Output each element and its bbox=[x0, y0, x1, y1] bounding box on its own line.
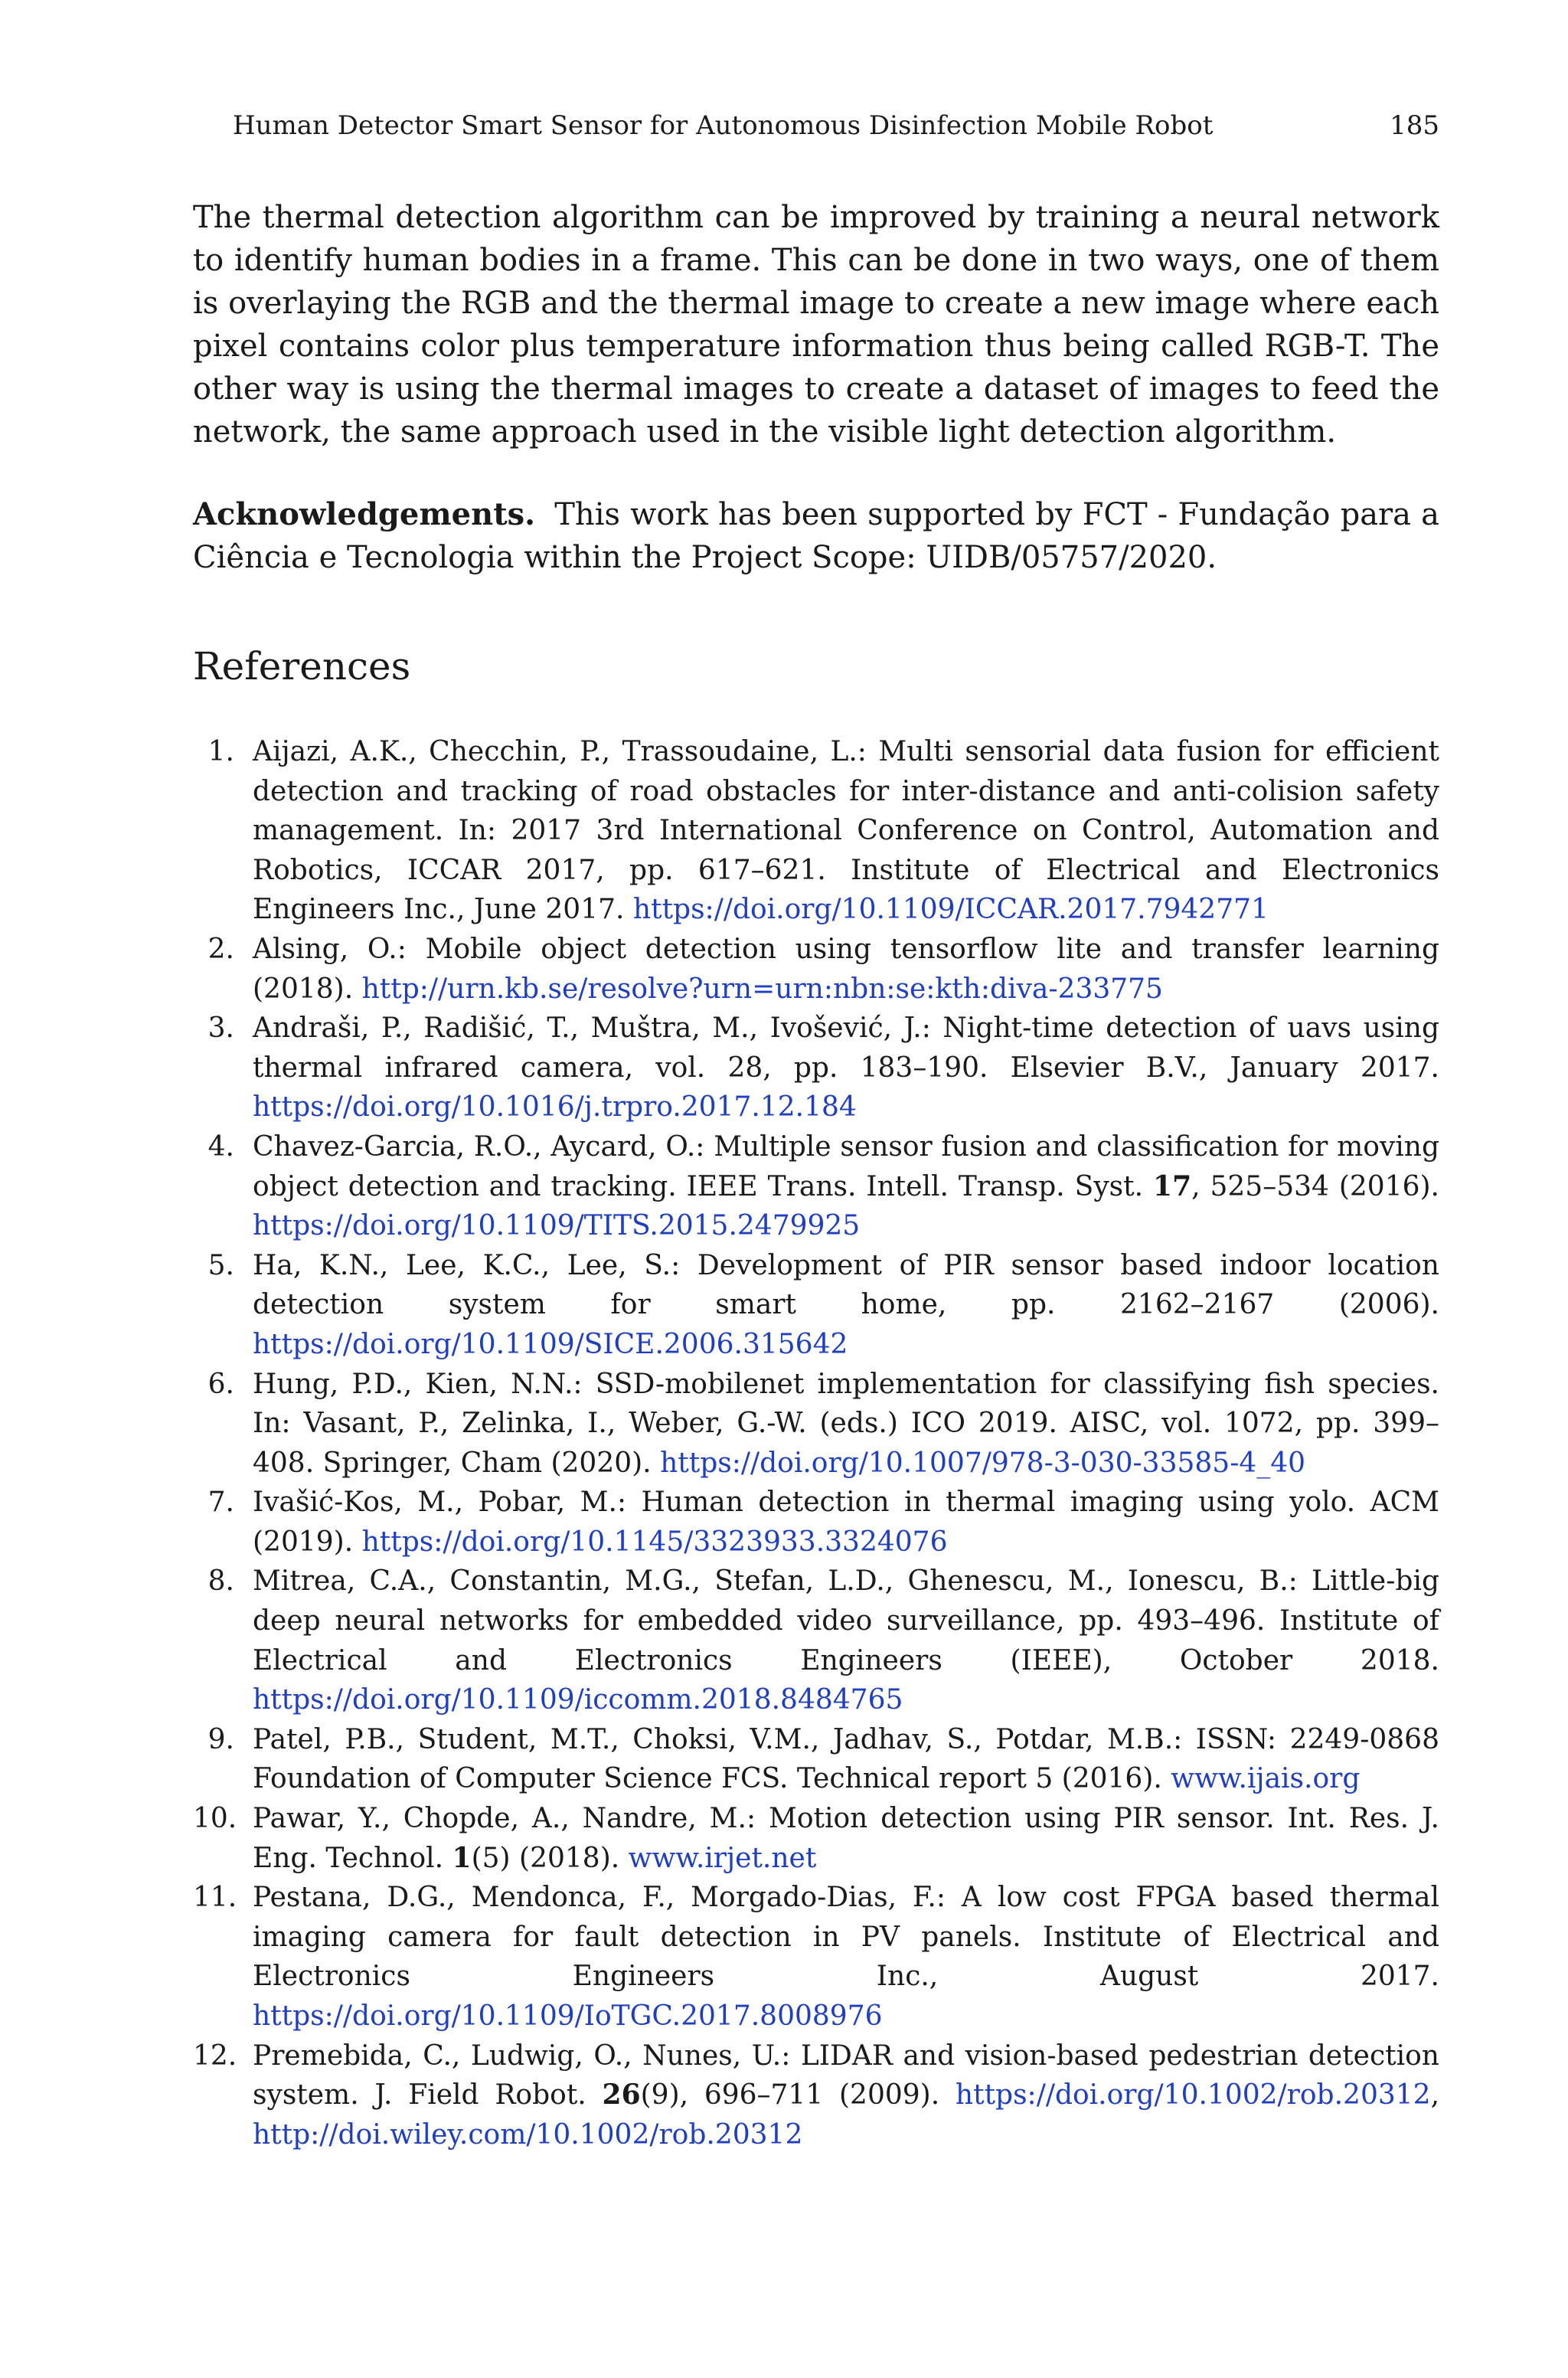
reference-item bbox=[193, 1799, 1439, 1878]
reference-text-after: , 525–534 (2016). bbox=[1191, 1170, 1439, 1202]
reference-item bbox=[193, 1878, 1439, 2036]
reference-text: Andraši, P., Radišić, T., Muštra, M., Ivošević, J.: Night-time detection of uavs using thermal infrared camera, vol. 28, pp. 183–190. Elsevier B.V., January 2017. bbox=[253, 1012, 1439, 1084]
reference-link[interactable]: https://doi.org/10.1109/ICCAR.2017.7942771 bbox=[632, 894, 1269, 926]
reference-link[interactable]: www.irjet.net bbox=[628, 1842, 817, 1874]
reference-item bbox=[193, 732, 1439, 930]
reference-number: 9. bbox=[207, 1723, 234, 1755]
reference-item bbox=[193, 1009, 1439, 1127]
body-paragraph: The thermal detection algorithm can be improved by training a neural network to identify human bodies in a frame. This can be done in two ways, one of them is overlaying the RGB and the thermal image to create a new image where each pixel contains color plus temperature information thus being called RGB-T. The other way is using the thermal images to create a dataset of images to feed the network, the same approach used in the visible light detection algorithm. bbox=[193, 200, 1439, 450]
reference-item bbox=[193, 1365, 1439, 1483]
reference-number: 7. bbox=[207, 1487, 234, 1519]
reference-text: Alsing, O.: Mobile object detection using tensorflow lite and transfer learning (2018). bbox=[253, 933, 1439, 1005]
paper-page bbox=[193, 0, 1439, 2378]
reference-text: Pestana, D.G., Mendonca, F., Morgado-Dias, F.: A low cost FPGA based thermal imaging camera for fault detection in PV panels. Institute of Electrical and Electronics Engineers Inc., August 2017. bbox=[253, 1882, 1439, 1993]
reference-link[interactable]: http://urn.kb.se/resolve?urn=urn:nbn:se:kth:diva-233775 bbox=[361, 973, 1163, 1005]
reference-link[interactable]: https://doi.org/10.1109/SICE.2006.315642 bbox=[253, 1328, 848, 1360]
references-list bbox=[193, 732, 1439, 2154]
reference-item bbox=[193, 2036, 1439, 2155]
reference-number: 12. bbox=[193, 2039, 237, 2072]
reference-text: Ivašić-Kos, M., Pobar, M.: Human detection in thermal imaging using yolo. ACM (2019). bbox=[253, 1487, 1439, 1558]
reference-link[interactable]: https://doi.org/10.1007/978-3-030-33585-4_40 bbox=[660, 1447, 1306, 1479]
reference-number: 3. bbox=[207, 1012, 234, 1045]
references-heading: References bbox=[193, 644, 411, 689]
reference-link[interactable]: https://doi.org/10.1109/TITS.2015.2479925 bbox=[253, 1210, 861, 1242]
reference-link[interactable]: https://doi.org/10.1002/rob.20312 bbox=[955, 2079, 1431, 2111]
page-number: 185 bbox=[1390, 110, 1439, 141]
reference-volume: 26 bbox=[602, 2079, 641, 2111]
reference-number: 11. bbox=[193, 1882, 237, 1914]
reference-link-secondary[interactable]: http://doi.wiley.com/10.1002/rob.20312 bbox=[253, 2118, 803, 2151]
acknowledgements-text: This work has been supported by FCT - Fundação para a Ciência e Tecnologia within the Project Scope: UIDB/05757/2020. bbox=[193, 497, 1439, 575]
running-head bbox=[233, 104, 1439, 147]
reference-text: Pawar, Y., Chopde, A., Nandre, M.: Motion detection using PIR sensor. Int. Res. J. Eng. Technol. bbox=[253, 1803, 1439, 1874]
reference-text: Mitrea, C.A., Constantin, M.G., Stefan, L.D., Ghenescu, M., Ionescu, B.: Little-big deep neural networks for embedded video surveillance, pp. 493–496. Institute of Electrical and Electronics Engineers (IEEE), October 2018. bbox=[253, 1565, 1439, 1676]
reference-link[interactable]: https://doi.org/10.1109/IoTGC.2017.8008976 bbox=[253, 2000, 883, 2032]
reference-number: 2. bbox=[207, 933, 234, 965]
reference-link[interactable]: https://doi.org/10.1016/j.trpro.2017.12.184 bbox=[253, 1091, 857, 1124]
reference-text: Aijazi, A.K., Checchin, P., Trassoudaine, L.: Multi sensorial data fusion for efficient detection and tracking of road obstacles for inter-distance and anti-colision safety management. In: 2017 3rd International Conference on Control, Automation and Robotics, ICCAR 2017, pp. 617–621. Institute of Electrical and Electronics Engineers Inc., June 2017. bbox=[253, 736, 1439, 926]
reference-volume: 1 bbox=[452, 1841, 472, 1874]
reference-text: Ha, K.N., Lee, K.C., Lee, S.: Development of PIR sensor based indoor location detection system for smart home, pp. 2162–2167 (2006). bbox=[253, 1249, 1439, 1321]
reference-number: 5. bbox=[207, 1249, 234, 1281]
reference-number: 1. bbox=[207, 736, 234, 767]
reference-text-after: (9), 696–711 (2009). bbox=[640, 2079, 940, 2111]
running-head-title: Human Detector Smart Sensor for Autonomous Disinfection Mobile Robot bbox=[233, 110, 1214, 141]
reference-text: Chavez-Garcia, R.O., Aycard, O.: Multiple sensor fusion and classification for moving object detection and tracking. IEEE Trans. Intell. Transp. Syst. bbox=[253, 1130, 1439, 1202]
reference-number: 8. bbox=[207, 1565, 234, 1598]
acknowledgements-heading: Acknowledgements. bbox=[193, 496, 536, 532]
reference-text: Patel, P.B., Student, M.T., Choksi, V.M., Jadhav, S., Potdar, M.B.: ISSN: 2249-0868 Foundation of Computer Science FCS. Technical report 5 (2016). bbox=[253, 1723, 1439, 1795]
reference-number: 6. bbox=[207, 1368, 234, 1400]
reference-volume: 17 bbox=[1153, 1169, 1192, 1202]
reference-number: 4. bbox=[207, 1130, 234, 1163]
reference-separator: , bbox=[1430, 2079, 1440, 2111]
reference-text: Premebida, C., Ludwig, O., Nunes, U.: LIDAR and vision-based pedestrian detection system. J. Field Robot. bbox=[253, 2039, 1439, 2111]
reference-text: Hung, P.D., Kien, N.N.: SSD-mobilenet implementation for classifying fish species. In: Vasant, P., Zelinka, I., Weber, G.-W. (eds.) ICO 2019. AISC, vol. 1072, pp. 399–408. Springer, Cham (2020). bbox=[253, 1368, 1439, 1479]
reference-number: 10. bbox=[193, 1803, 237, 1835]
reference-text-after: (5) (2018). bbox=[471, 1842, 620, 1874]
reference-item bbox=[193, 1127, 1439, 1246]
acknowledgements-paragraph bbox=[193, 493, 1439, 579]
reference-link[interactable]: https://doi.org/10.1109/iccomm.2018.8484765 bbox=[253, 1684, 903, 1716]
reference-item bbox=[193, 1246, 1439, 1365]
reference-item bbox=[193, 1483, 1439, 1562]
reference-item bbox=[193, 1562, 1439, 1719]
reference-link[interactable]: https://doi.org/10.1145/3323933.3324076 bbox=[361, 1526, 948, 1558]
reference-link[interactable]: www.ijais.org bbox=[1171, 1763, 1361, 1795]
reference-item bbox=[193, 1720, 1439, 1799]
reference-item bbox=[193, 930, 1439, 1009]
